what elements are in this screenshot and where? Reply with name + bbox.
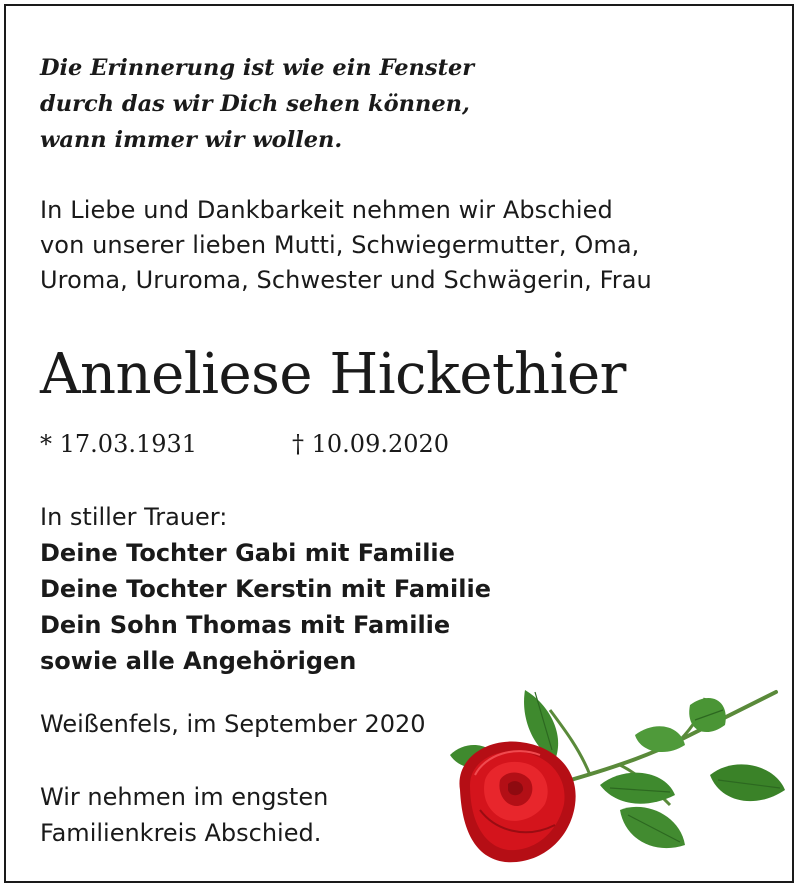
farewell-intro bbox=[40, 193, 652, 298]
death-date: † 10.09.2020 bbox=[292, 430, 450, 458]
mourners-block bbox=[40, 499, 491, 679]
mourner-name: sowie alle Angehörigen bbox=[40, 647, 357, 675]
red-rose-icon bbox=[440, 680, 790, 870]
mourner-name: Deine Tochter Kerstin mit Familie bbox=[40, 575, 491, 603]
deceased-name: Anneliese Hickethier bbox=[40, 342, 626, 407]
quote-line: durch das wir Dich sehen können, bbox=[40, 91, 470, 117]
closing-note bbox=[40, 779, 328, 851]
closing-line: Wir nehmen im engsten bbox=[40, 783, 329, 811]
quote-line: Die Erinnerung ist wie ein Fenster bbox=[40, 55, 475, 81]
mourner-name: Dein Sohn Thomas mit Familie bbox=[40, 611, 451, 639]
birth-date: * 17.03.1931 bbox=[40, 430, 198, 458]
closing-line: Familienkreis Abschied. bbox=[40, 819, 322, 847]
intro-line: Uroma, Ururoma, Schwester und Schwägerin, Frau bbox=[40, 266, 652, 294]
intro-line: In Liebe und Dankbarkeit nehmen wir Abschied bbox=[40, 196, 613, 224]
mourners-heading: In stiller Trauer: bbox=[40, 503, 228, 531]
life-dates bbox=[40, 426, 450, 462]
intro-line: von unserer lieben Mutti, Schwiegermutter, Oma, bbox=[40, 231, 640, 259]
place-and-date: Weißenfels, im September 2020 bbox=[40, 710, 426, 738]
memorial-quote bbox=[40, 50, 474, 158]
mourner-name: Deine Tochter Gabi mit Familie bbox=[40, 539, 455, 567]
quote-line: wann immer wir wollen. bbox=[40, 127, 343, 153]
